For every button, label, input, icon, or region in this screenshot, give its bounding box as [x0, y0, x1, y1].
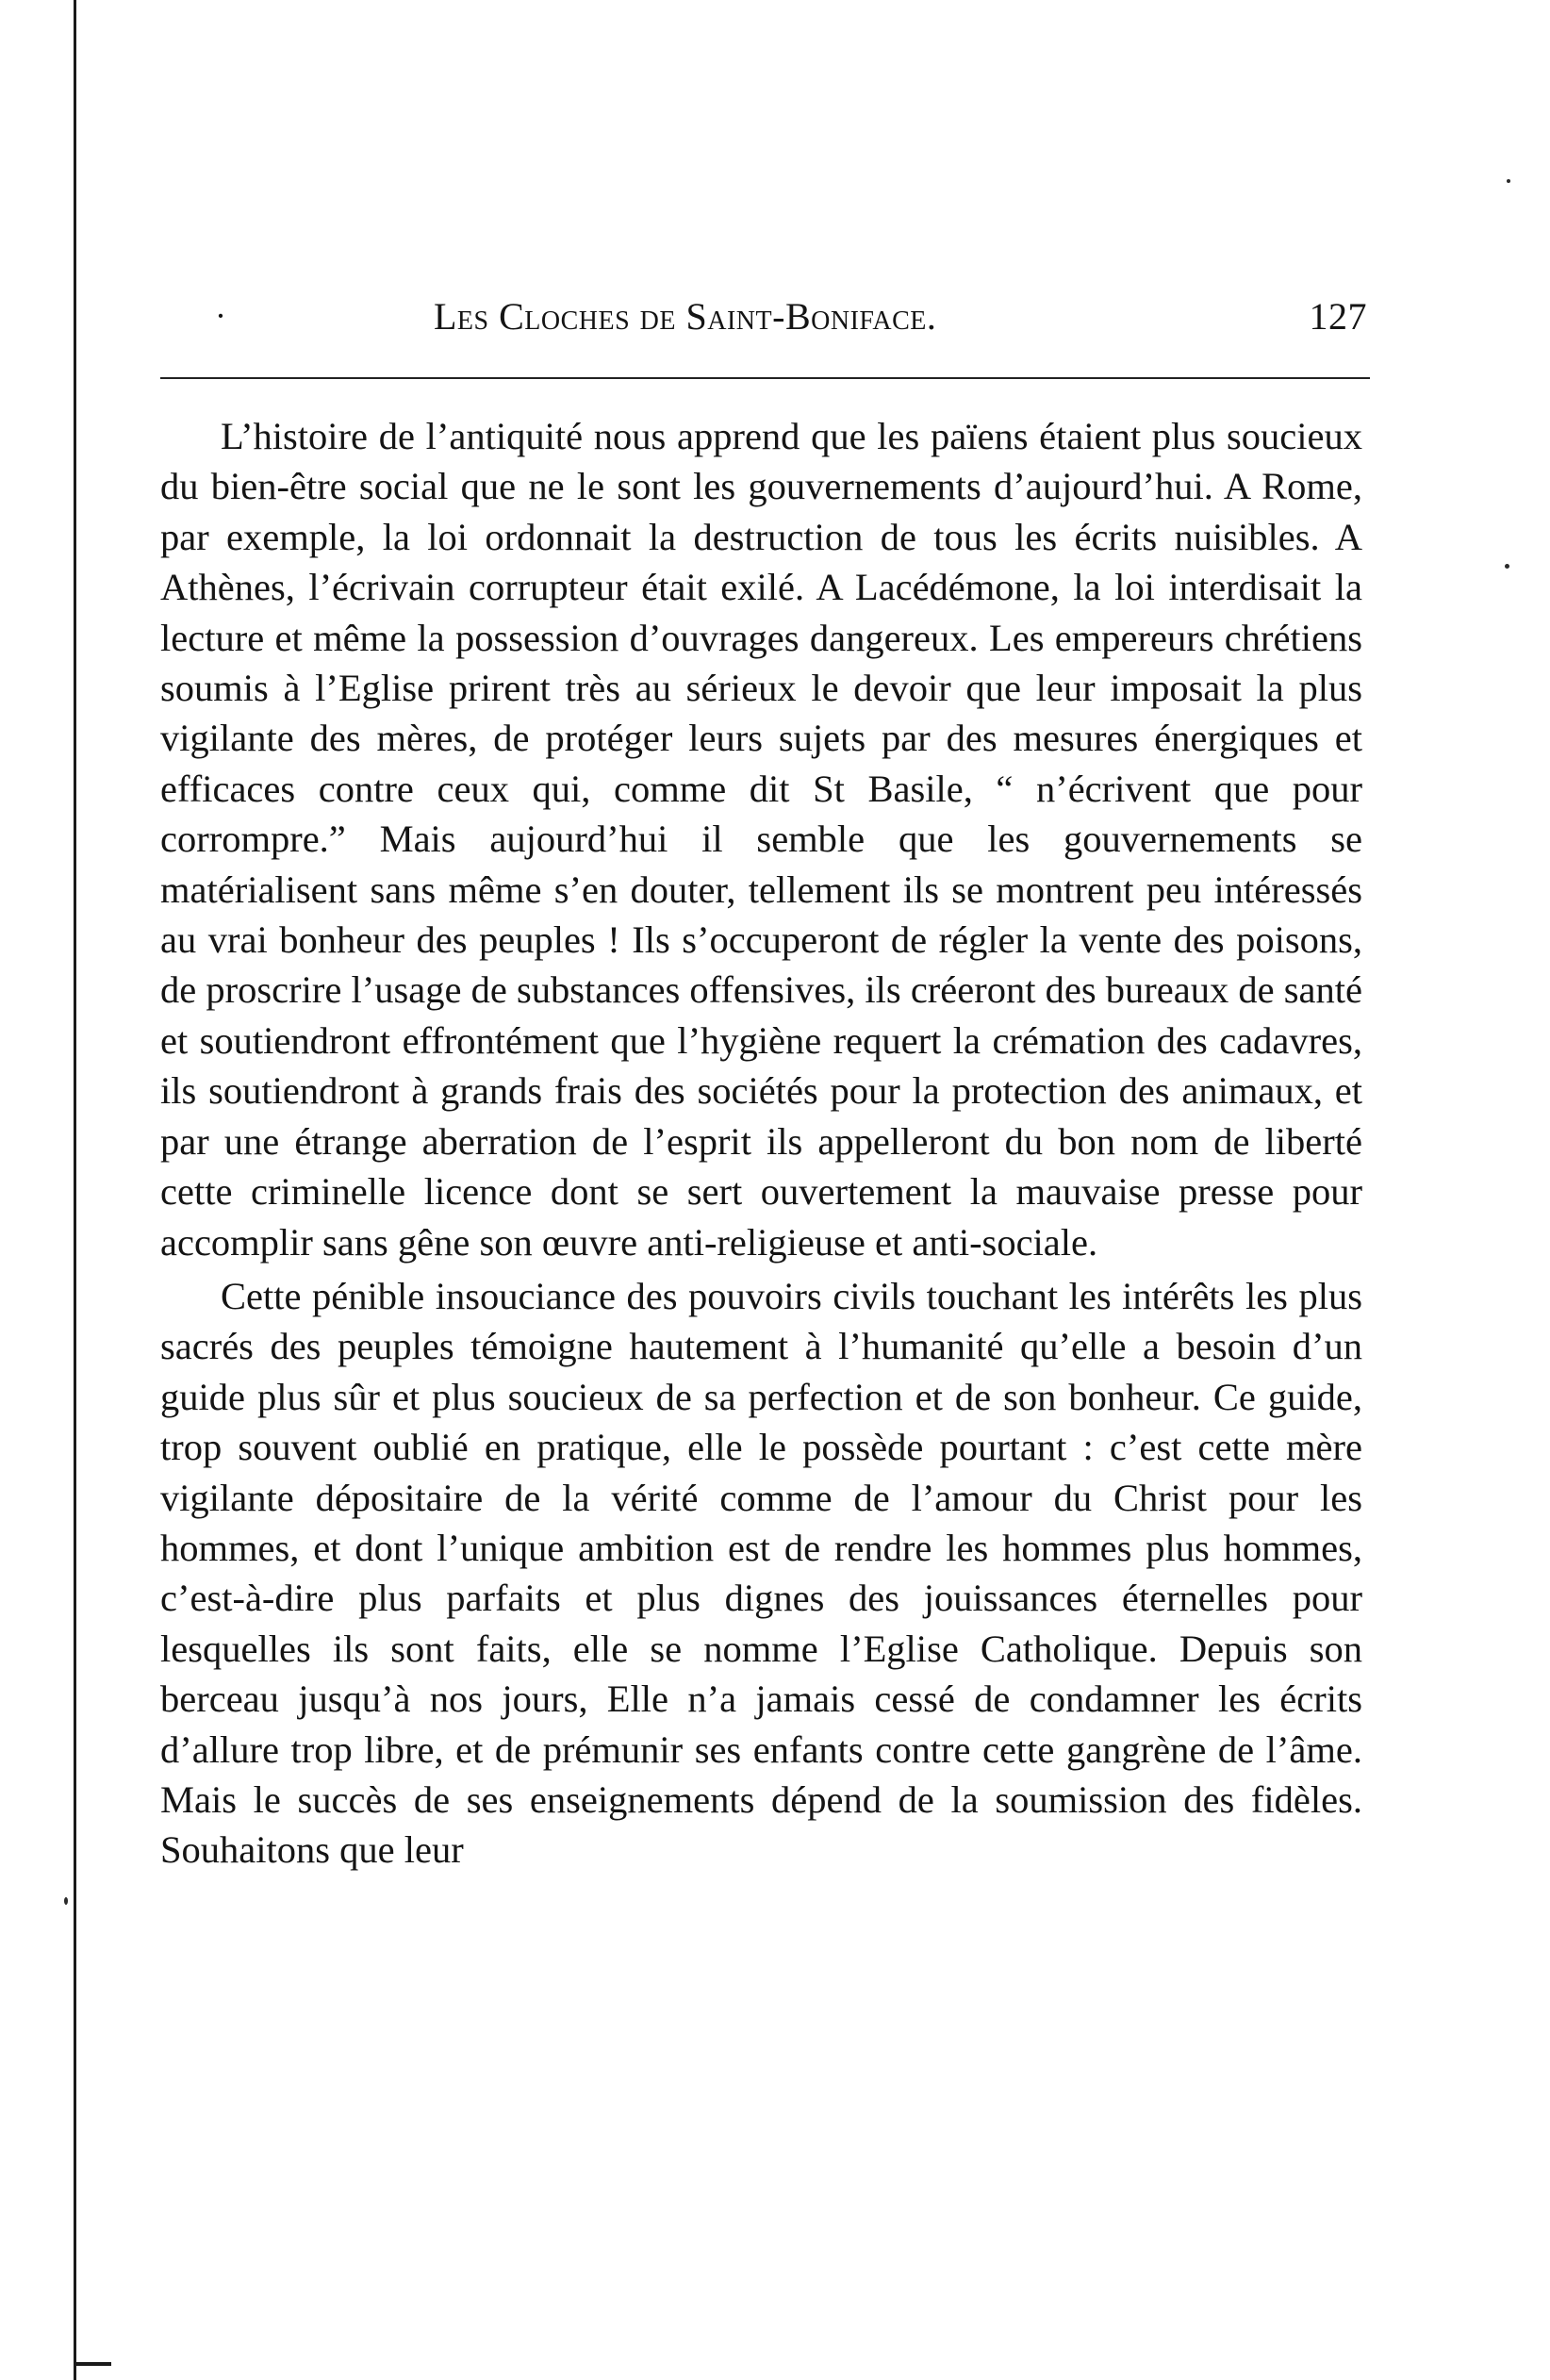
paragraph: L’histoire de l’antiquité nous apprend que les païens étaient plus soucieux du bien-être social que ne le sont les gouvernements d’aujourd’hui. A Rome, par exemple, la loi ordonnait la destruction de tous les écrits nuisibles. A Athènes, l’écrivain corrupteur était exilé. A Lacédémone, la loi interdisait la lecture et même la possession d’ouvrages dangereux. Les empereurs chrétiens soumis à l’Eglise prirent très au sérieux le devoir que leur imposait la plus vigilante des mères, de protéger leurs sujets par des mesures énergiques et efficaces contre ceux qui, comme dit St Basile, “ n’écrivent que pour corrompre.” Mais aujourd’hui il semble que les gouvernements se matérialisent sans même s’en douter, tellement ils se montrent peu intéressés au vrai bonheur des peuples ! Ils s’occuperont de régler la vente des poisons, de proscrire l’usage de substances offensives, ils créeront des bureaux de santé et soutiendront effrontément que l’hygiène requert la crémation des cadavres, ils soutiendront à grands frais des sociétés pour la protection des animaux, et par une étrange aberration de l’esprit ils appelleront du bon nom de liberté cette criminelle licence dont se sert ouvertement la mauvaise presse pour accomplir sans gêne son œuvre anti-religieuse et anti-sociale. [160, 415, 1362, 1264]
running-head [160, 294, 1367, 351]
paragraph: Cette pénible insouciance des pouvoirs civils touchant les intérêts les plus sacrés des peuples témoigne hautement à l’humanité qu’elle a besoin d’un guide plus sûr et plus soucieux de sa perfection et de son bonheur. Ce guide, trop souvent oublié en pratique, elle le possède pourtant : c’est cette mère vigilante dépositaire de la vérité comme de l’amour du Christ pour les hommes, et dont l’unique ambition est de rendre les hommes plus hommes, c’est-à-dire plus parfaits et plus dignes des jouissances éternelles pour lesquelles ils sont faits, elle se nomme l’Eglise Catholique. Depuis son berceau jusqu’à nos jours, Elle n’a jamais cessé de condamner les écrits d’allure trop libre, et de prémunir ses enfants contre cette gangrène de l’âme. Mais le succès de ses enseignements dépend de la soumission des fidèles. Souhaitons que leur [160, 1274, 1362, 1872]
head-mark: · [215, 297, 227, 335]
running-title: Les Cloches de Saint-Boniface. [434, 295, 937, 338]
page-gutter-line [74, 0, 76, 2380]
page-number: 127 [1309, 295, 1367, 338]
body-text [160, 411, 1362, 1876]
header-rule [160, 377, 1370, 379]
scan-speck [1505, 564, 1509, 569]
scan-speck [1507, 179, 1510, 183]
scan-speck [64, 1897, 68, 1905]
page-gutter-foot [74, 2362, 111, 2366]
